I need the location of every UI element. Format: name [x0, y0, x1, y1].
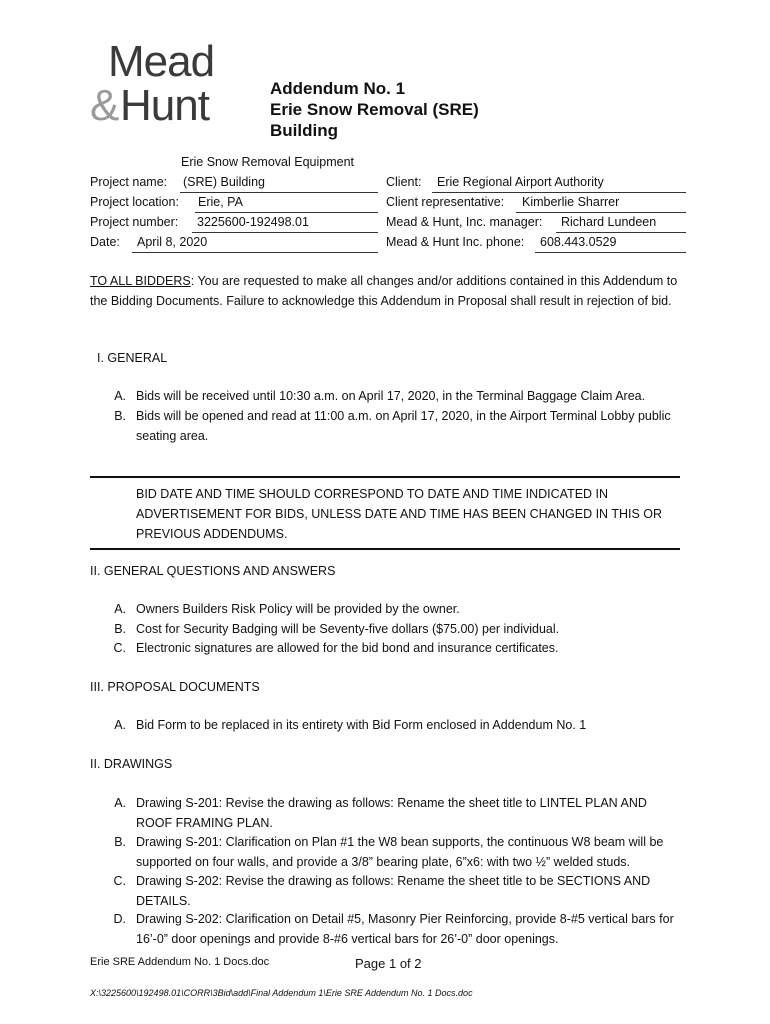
project-name-label: Project name: [90, 175, 168, 189]
client-rep-label: Client representative: [386, 195, 505, 209]
project-name-underline [180, 192, 378, 193]
manager-label: Mead & Hunt, Inc. manager: [386, 215, 543, 229]
title-building: Building [270, 121, 338, 140]
client-rep-value: Kimberlie Sharrer [522, 195, 620, 209]
questions-item-letter: B. [114, 622, 126, 636]
drawings-item-letter: C. [113, 874, 126, 888]
questions-item-letter: C. [113, 641, 126, 655]
section-questions-heading: II. GENERAL QUESTIONS AND ANSWERS [90, 564, 336, 578]
section-proposal-heading: III. PROPOSAL DOCUMENTS [90, 680, 260, 694]
general-item-letter: A. [114, 389, 126, 403]
logo-hunt-text: Hunt [120, 81, 209, 130]
title-project: Erie Snow Removal (SRE) [270, 100, 479, 119]
general-item-text: Bids will be received until 10:30 a.m. on April 17, 2020, in the Terminal Baggage Claim Area. [136, 389, 646, 403]
intro-paragraph [90, 271, 690, 311]
drawings-item-text: Drawing S-201: Revise the drawing as follows: Rename the sheet title to LINTEL PLAN AND ROOF FRAMING PLAN. [136, 796, 647, 830]
project-number-underline [192, 232, 378, 233]
phone-underline [535, 252, 686, 253]
client-rep-underline [516, 212, 686, 213]
intro-text: : You are requested to make all changes and/or additions contained in this Addendum to the Bidding Documents. Failure to acknowledge this Addendum in Proposal shall result in rejection of bid. [90, 274, 678, 308]
proposal-item-text: Bid Form to be replaced in its entirety with Bid Form enclosed in Addendum No. 1 [136, 718, 587, 732]
project-number-label: Project number: [90, 215, 179, 229]
phone-label: Mead & Hunt Inc. phone: [386, 235, 525, 249]
notice-top-rule [90, 476, 680, 478]
logo-mead-text: Mead [108, 37, 215, 86]
drawings-item-text: Drawing S-201: Clarification on Plan #1 the W8 bean supports, the continuous W8 beam will be supported on four walls, and provide a 3/8” bearing plate, 6”x6: with two ½” welded studs. [136, 835, 664, 869]
manager-underline [556, 232, 686, 233]
project-location-value: Erie, PA [198, 195, 243, 209]
project-number-value: 3225600-192498.01 [197, 215, 309, 229]
general-item-letter: B. [114, 409, 126, 423]
questions-item-text: Owners Builders Risk Policy will be provided by the owner. [136, 602, 460, 616]
section-general-heading: I. GENERAL [97, 351, 168, 365]
client-value: Erie Regional Airport Authority [437, 175, 604, 189]
manager-value: Richard Lundeen [561, 215, 657, 229]
date-label: Date: [90, 235, 120, 249]
project-location-underline [195, 212, 378, 213]
drawings-item-letter: A. [114, 796, 126, 810]
date-underline [132, 252, 378, 253]
logo-ampersand: & [90, 81, 120, 130]
general-item-text: Bids will be opened and read at 11:00 a.m. on April 17, 2020, in the Airport Terminal Lobby public seating area. [136, 409, 671, 443]
title-addendum: Addendum No. 1 [270, 79, 406, 98]
footer-file-path: X:\3225600\192498.01\CORR\3Bid\add\Final Addendum 1\Erie SRE Addendum No. 1 Docs.doc [90, 988, 473, 998]
phone-value: 608.443.0529 [540, 235, 617, 249]
questions-item-letter: A. [114, 602, 126, 616]
section-drawings-heading: II. DRAWINGS [90, 757, 173, 771]
client-label: Client: [386, 175, 422, 189]
date-value: April 8, 2020 [137, 235, 208, 249]
footer-page-number: Page 1 of 2 [355, 956, 422, 971]
intro-lead: TO ALL BIDDERS [90, 274, 191, 288]
proposal-item-letter: A. [114, 718, 126, 732]
drawings-item-text: Drawing S-202: Revise the drawing as follows: Rename the sheet title to be SECTIONS AND DETAILS. [136, 874, 651, 908]
notice-text: BID DATE AND TIME SHOULD CORRESPOND TO DATE AND TIME INDICATED IN ADVERTISEMENT FOR BIDS, UNLESS DATE AND TIME HAS BEEN CHANGED IN THIS OR PREVIOUS ADDENDUMS. [136, 487, 663, 541]
footer-doc-name: Erie SRE Addendum No. 1 Docs.doc [90, 956, 270, 968]
project-name-value: (SRE) Building [183, 175, 265, 189]
notice-bottom-rule [90, 548, 680, 550]
questions-item-text: Cost for Security Badging will be Seventy-five dollars ($75.00) per individual. [136, 622, 560, 636]
drawings-item-letter: B. [114, 835, 126, 849]
questions-item-text: Electronic signatures are allowed for the bid bond and insurance certificates. [136, 641, 559, 655]
client-underline [432, 192, 686, 193]
project-location-label: Project location: [90, 195, 179, 209]
drawings-item-letter: D. [113, 912, 126, 926]
drawings-item-text: Drawing S-202: Clarification on Detail #5, Masonry Pier Reinforcing, provide 8-#5 vertical bars for 16’-0” door openings and provide 8-#6 vertical bars for 26’-0” door openings. [136, 912, 674, 946]
project-name-line1: Erie Snow Removal Equipment [181, 155, 354, 169]
